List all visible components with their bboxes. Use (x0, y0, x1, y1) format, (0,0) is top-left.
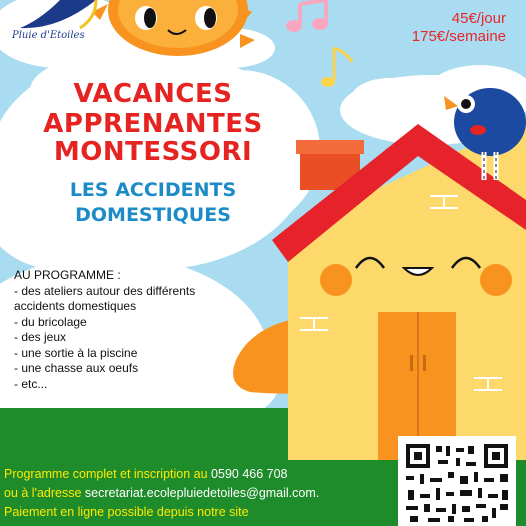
title-line-3: MONTESSORI (53, 137, 253, 167)
program-item: - des jeux (14, 330, 67, 344)
program-list (14, 268, 274, 392)
title-line-2: APPRENANTES (43, 109, 263, 139)
footer-address-text: ou à l'adresse (4, 486, 82, 500)
title-line-1: VACANCES (73, 79, 233, 109)
subtitle-line-1: LES ACCIDENTS (69, 179, 237, 201)
footer-line-1 (4, 465, 384, 484)
footer-line-2 (4, 484, 384, 503)
subtitle-line-2: DOMESTIQUES (75, 204, 231, 226)
footer-info (4, 465, 384, 522)
program-item: - etc... (14, 376, 48, 391)
program-heading: AU PROGRAMME : (14, 268, 121, 282)
price-per-week: 175€/semaine (411, 28, 506, 45)
qr-code-icon (398, 436, 516, 526)
program-item: - des ateliers autour des différents (14, 283, 196, 298)
email-link[interactable]: secretariat.ecolepluiedetoiles@gmail.com. (84, 486, 320, 500)
program-item: accidents domestiques (14, 299, 137, 313)
footer-registration-text: Programme complet et inscription au (4, 467, 208, 481)
footer-payment-text: Paiement en ligne possible depuis notre site (4, 505, 249, 519)
program-item: - une sortie à la piscine (14, 345, 138, 360)
phone-number[interactable]: 0590 466 708 (211, 467, 288, 481)
price-per-day: 45€/jour (451, 10, 506, 27)
program-item: - une chasse aux oeufs (14, 361, 139, 375)
house-icon (272, 120, 526, 460)
logo-text: Pluie d'Etoiles (12, 30, 85, 41)
program-item: - du bricolage (14, 314, 87, 329)
